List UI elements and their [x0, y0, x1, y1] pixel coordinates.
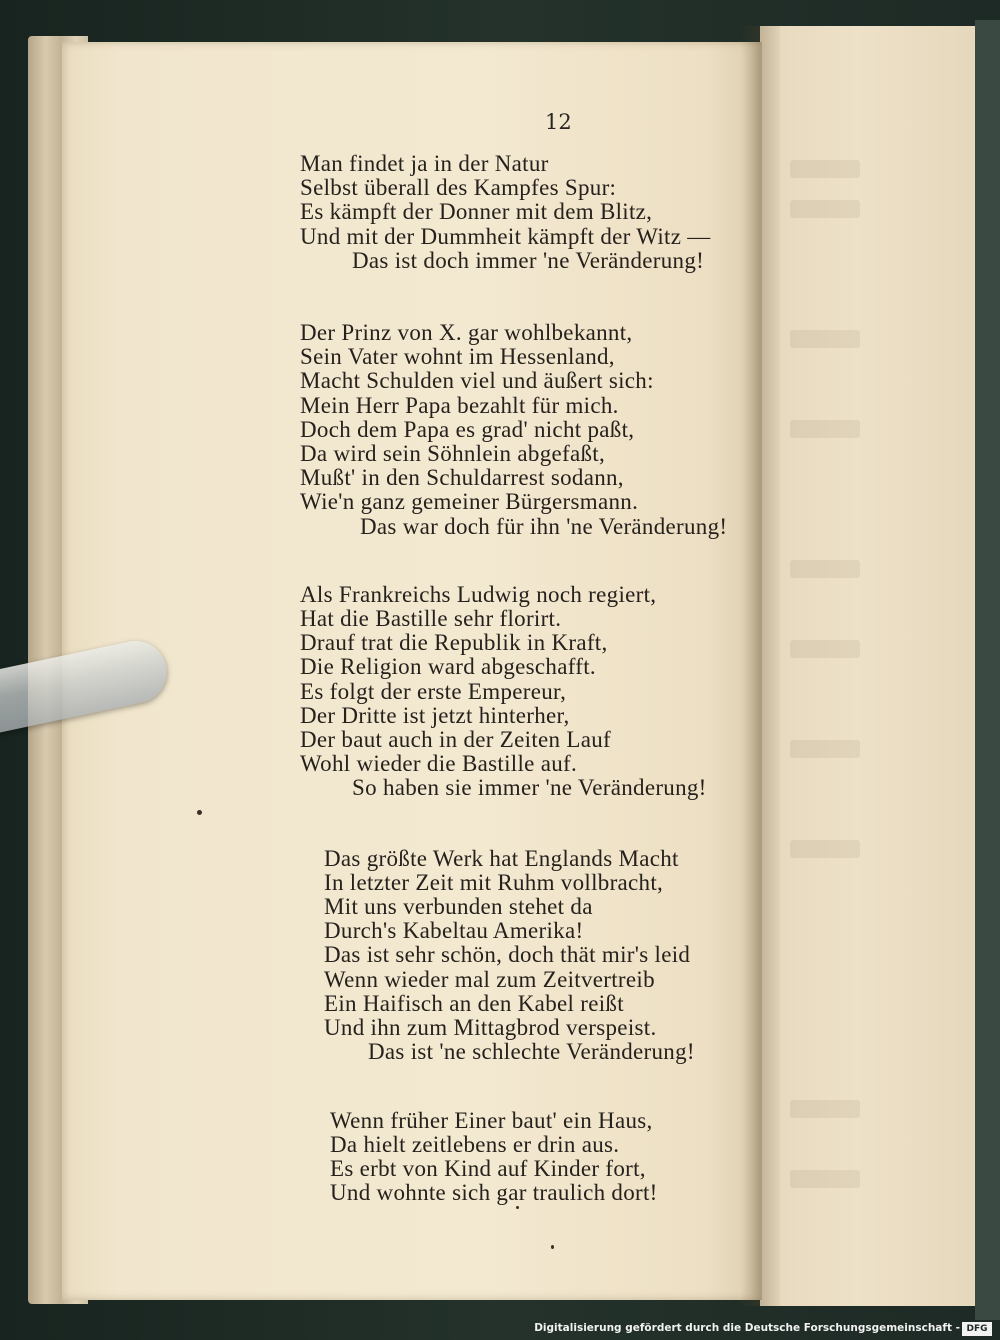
poem-line: In letzter Zeit mit Ruhm vollbracht,: [324, 869, 664, 895]
ink-speck: [197, 810, 202, 815]
poem-line: Als Frankreichs Ludwig noch regiert,: [300, 581, 657, 607]
poem-line: Man findet ja in der Natur: [300, 151, 549, 176]
bleed-through-mark: [790, 560, 860, 578]
poem-line: Der Prinz von X. gar wohlbekannt,: [300, 320, 633, 346]
bleed-through-mark: [790, 1170, 860, 1188]
poem-line: Wenn früher Einer baut' ein Haus,: [330, 1107, 653, 1133]
poem-line: Mit uns verbunden stehet da: [324, 894, 593, 920]
stanza-4: [300, 847, 727, 1065]
poem-line: Doch dem Papa es grad' nicht paßt,: [300, 416, 635, 442]
bleed-through-mark: [790, 1100, 860, 1118]
poem-line: Selbst überall des Kampfes Spur:: [300, 175, 617, 201]
poem-line: Da wird sein Söhnlein abgefaßt,: [300, 441, 606, 467]
page-number: 12: [545, 110, 572, 134]
refrain-line: Das ist doch immer 'ne Veränderung!: [352, 247, 705, 273]
poem-line: Ein Haifisch an den Kabel reißt: [324, 990, 624, 1016]
stanza-5: [300, 1109, 727, 1206]
refrain-line: Das war doch für ihn 'ne Veränderung!: [360, 513, 728, 539]
poem-line: Es kämpft der Donner mit dem Blitz,: [300, 199, 653, 225]
poem-line: Hat die Bastille sehr florirt.: [300, 606, 562, 632]
bleed-through-mark: [790, 330, 860, 348]
poem-line: Die Religion ward abgeschafft.: [300, 654, 596, 680]
ink-speck: [516, 1206, 519, 1209]
gutter-shadow: [740, 26, 780, 1306]
poem-text: [300, 152, 727, 1205]
poem-line: Und ihn zum Mittagbrod verspeist.: [324, 1015, 657, 1041]
stanza-3: [300, 583, 727, 801]
poem-line: Wohl wieder die Bastille auf.: [300, 751, 578, 777]
poem-line: Wie'n ganz gemeiner Bürgersmann.: [300, 489, 639, 515]
ink-speck: [551, 1245, 554, 1249]
book-cover-edge: [975, 20, 1000, 1320]
poem-line: Sein Vater wohnt im Hessenland,: [300, 344, 615, 370]
poem-line: Es folgt der erste Empereur,: [300, 678, 567, 704]
poem-line: Mußt' in den Schuldarrest sodann,: [300, 465, 624, 491]
poem-line: Drauf trat die Republik in Kraft,: [300, 630, 608, 656]
poem-line: Wenn wieder mal zum Zeitvertreib: [324, 966, 655, 992]
bleed-through-mark: [790, 740, 860, 758]
digitization-credit: Digitalisierung gefördert durch die Deutsche Forschungsgemeinschaft -: [534, 1322, 960, 1334]
poem-line: Und wohnte sich gar traulich dort!: [330, 1180, 658, 1206]
poem-line: Mein Herr Papa bezahlt für mich.: [300, 392, 619, 418]
refrain-line: Das ist 'ne schlechte Veränderung!: [368, 1039, 695, 1065]
poem-line: Da hielt zeitlebens er drin aus.: [330, 1131, 620, 1157]
poem-line: Das ist sehr schön, doch thät mir's leid: [324, 942, 691, 968]
bleed-through-mark: [790, 160, 860, 178]
poem-line: Der Dritte ist jetzt hinterher,: [300, 702, 570, 728]
bleed-through-mark: [790, 840, 860, 858]
poem-line: Und mit der Dummheit kämpft der Witz —: [300, 223, 711, 249]
poem-line: Macht Schulden viel und äußert sich:: [300, 368, 654, 394]
stanza-1: [300, 152, 727, 273]
bleed-through-mark: [790, 640, 860, 658]
dfg-logo: DFG: [962, 1322, 992, 1336]
refrain-line: So haben sie immer 'ne Veränderung!: [352, 775, 707, 801]
poem-line: Der baut auch in der Zeiten Lauf: [300, 727, 612, 753]
bleed-through-mark: [790, 200, 860, 218]
bleed-through-mark: [790, 420, 860, 438]
poem-line: Es erbt von Kind auf Kinder fort,: [330, 1155, 646, 1181]
poem-line: Durch's Kabeltau Amerika!: [324, 918, 584, 944]
stanza-2: [300, 321, 727, 539]
poem-line: Das größte Werk hat Englands Macht: [324, 845, 679, 871]
